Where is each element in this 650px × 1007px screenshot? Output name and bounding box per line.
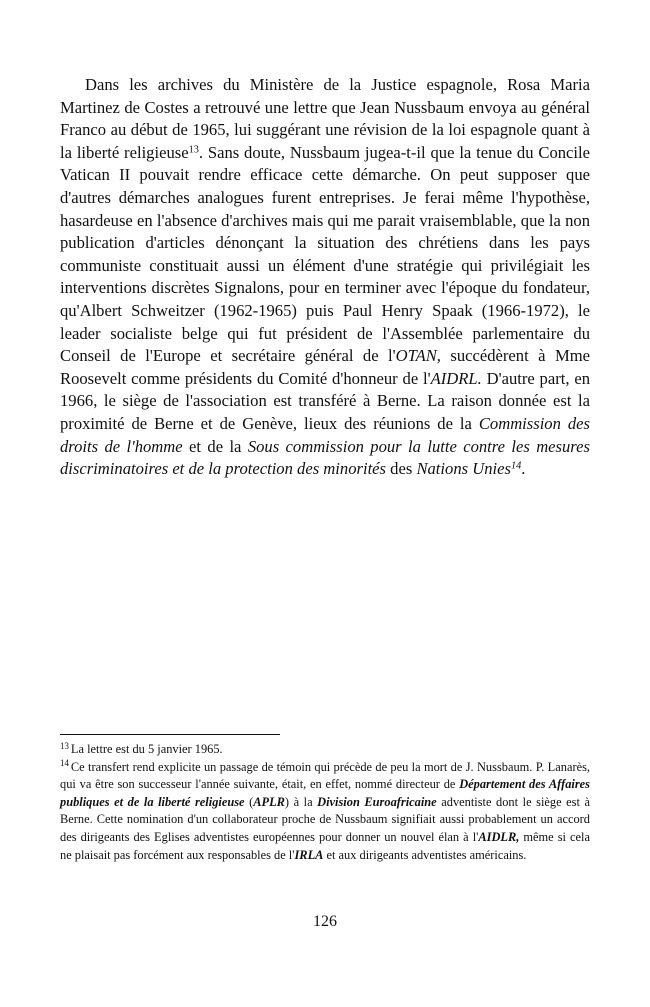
paragraph-text: . Sans doute, Nussbaum jugea-t-il que la tenue du Concile Vatican II pouvait rendre efficace cette démarche. On peut supposer que d'autres démarches analogues furent entreprises. Je ferai même l'hypothèse, hasardeuse en l'absence d'archives mais qui me parait vraisemblable, que la non publication d'articles dénonçant la situation des chrétiens dans les pays communiste constituait aussi un élément d'une stratégie qui privilégiait les interventions discrètes Signalons, pour en terminer avec l'époque du fondateur, qu'Albert Schweitzer (1962-1965) puis Paul Henry Spaak (1966-1972), le leader socialiste belge qui fut président de l'Assemblée parlementaire du Conseil de l'Europe et secrétaire général de l' (60, 142, 590, 366)
aplr-italic: APLR (253, 794, 285, 809)
aidrl-italic: AIDRL. (430, 368, 482, 388)
page-number: 126 (313, 913, 337, 930)
irla-italic: IRLA (294, 847, 324, 862)
footnote-14 (60, 759, 590, 865)
footnote-text: et aux dirigeants adventistes américains. (323, 847, 527, 862)
nations-unies-italic: Nations Unies (416, 459, 511, 479)
paragraph-text: . (521, 459, 526, 479)
paragraph-text: succédèrent à Mme Roosevelt comme présidents du Comité d'honneur de l' (60, 346, 590, 388)
departement-italic: Département des Affaires publiques et de la liberté religieuse (60, 777, 590, 809)
footnote-text: ( (244, 794, 254, 809)
footnote-text: même si cela ne plaisait pas forcément aux responsables de l' (60, 829, 590, 862)
otan-italic: OTAN, (395, 346, 441, 366)
footnote-number: 13 (60, 740, 69, 751)
footnote-ref-14: 14 (510, 460, 522, 472)
footnote-text: Ce transfert rend explicite un passage de témoin qui précède de peu la mort de J. Nussbaum. P. Lanarès, qui va être son successeur l'année suivante, était, en effet, nommé directeur de (60, 759, 590, 792)
footnote-ref-13: 13 (188, 144, 199, 156)
footnote-text: La lettre est du 5 janvier 1965. (70, 742, 223, 756)
footnote-13 (60, 741, 590, 759)
main-paragraph (60, 74, 590, 481)
paragraph-text: D'autre part, en 1966, le siège de l'association est transféré à Berne. La raison donnée est la proximité de Berne et de Genève, lieux des réunions de la (60, 368, 590, 433)
footnote-separator (60, 734, 280, 735)
aidlr-italic: AIDLR, (478, 829, 520, 844)
paragraph-text: des (386, 459, 417, 479)
footnote-text: adventiste dont le siège est à Berne. Cette nomination d'un collaborateur proche de Nussbaum signifiait aussi probablement un accord des dirigeants des Eglises adventistes européennes pour donner un nouvel élan à l' (60, 794, 590, 844)
paragraph-text: Dans les archives du Ministère de la Justice espagnole, Rosa Maria Martinez de Costes a retrouvé une lettre que Jean Nussbaum envoya au général Franco au début de 1965, lui suggérant une révision de la loi espagnole quant à la liberté religieuse (60, 75, 590, 162)
division-italic: Division Euroafricaine (317, 794, 437, 809)
paragraph-text: et de la (182, 436, 248, 456)
footnote-number: 14 (60, 758, 69, 769)
footnotes (60, 741, 590, 864)
footnote-text: ) à la (284, 794, 318, 809)
commission-droits-homme-italic: Commission des droits de l'homme (60, 413, 590, 456)
sous-commission-italic: Sous commission pour la lutte contre les mesures discriminatoires et de la protection des minorités (60, 436, 590, 479)
